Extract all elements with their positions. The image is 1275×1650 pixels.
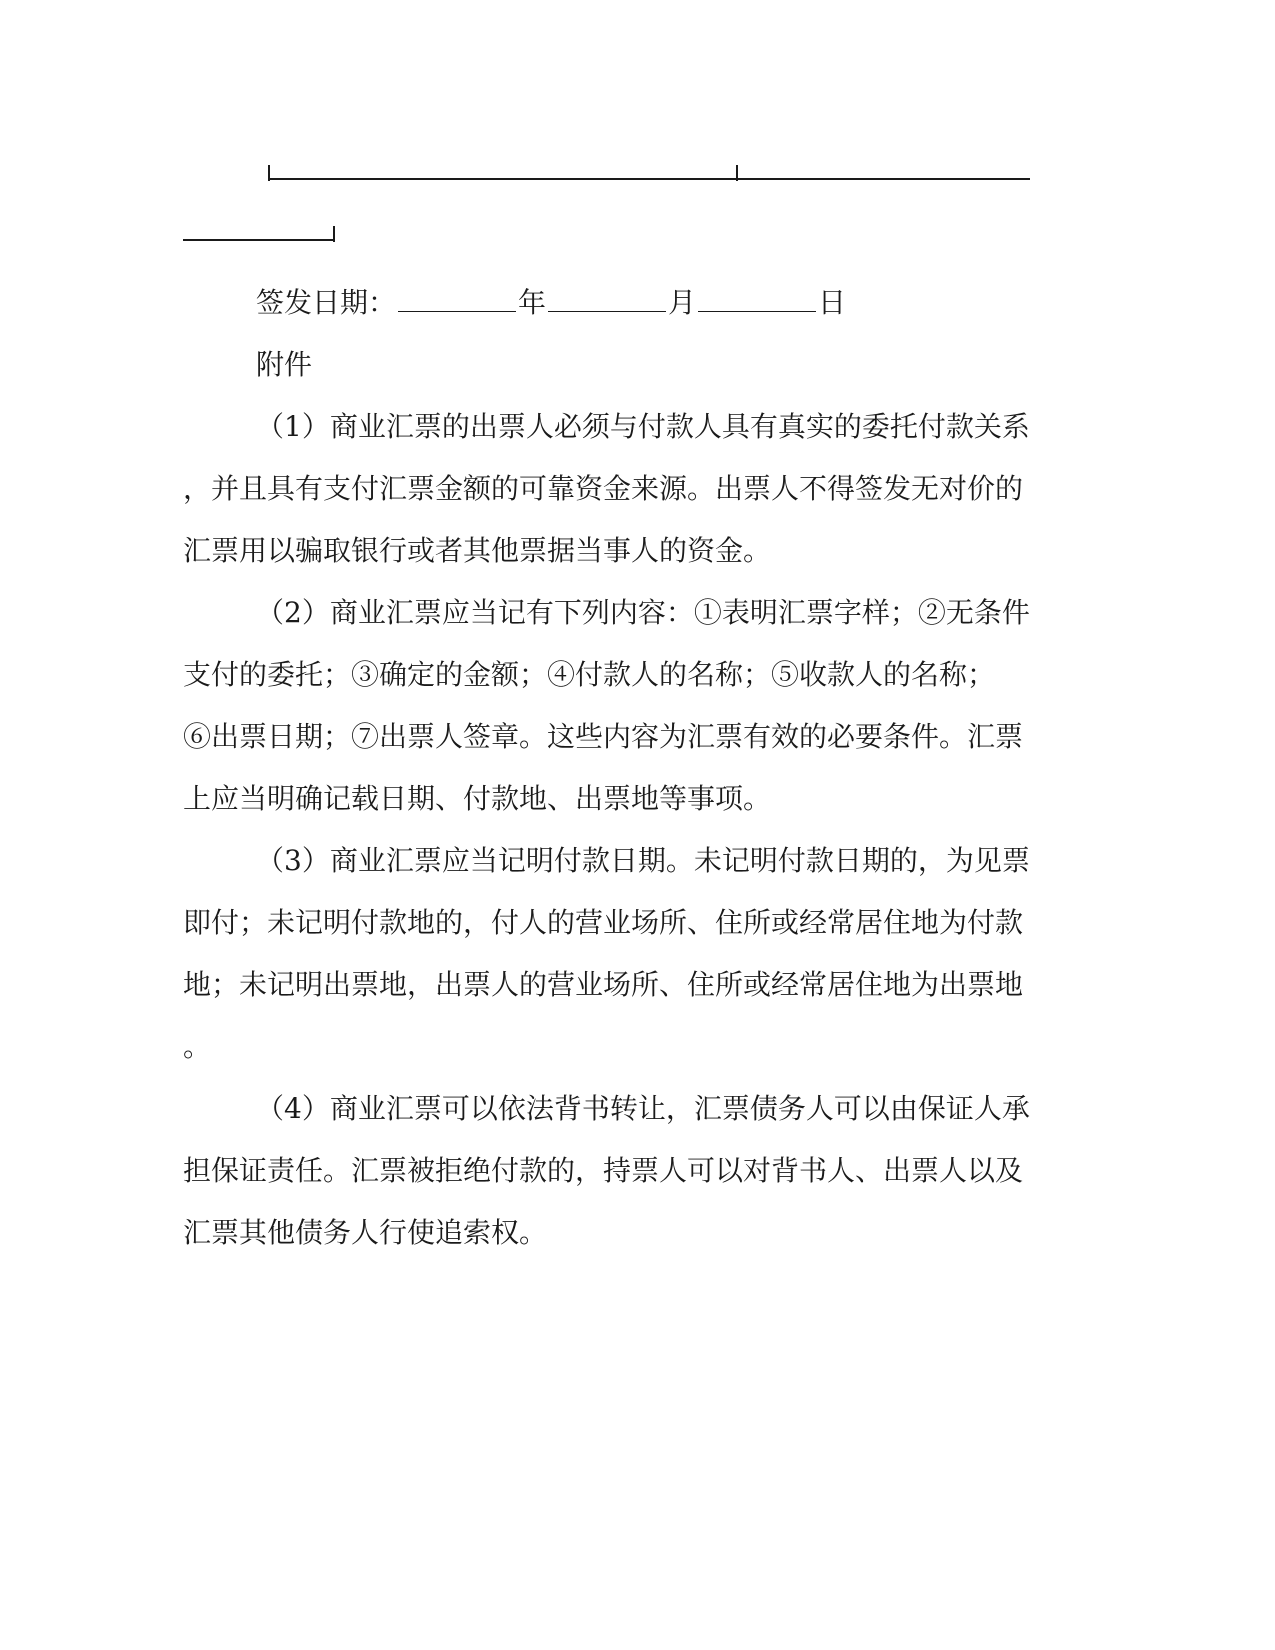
attachment-heading: 附件 [256, 348, 313, 381]
paragraph-line: 即付；未记明付款地的，付人的营业场所、住所或经常居住地为付款 [183, 906, 1024, 939]
frame-tick-right [333, 226, 335, 242]
paragraph-line: 汇票用以骗取银行或者其他票据当事人的资金。 [183, 534, 772, 567]
issue-date-label: 签发日期： [256, 286, 397, 319]
frame-line-bottom [183, 239, 335, 241]
year-label: 年 [518, 286, 547, 319]
paragraph-line: （1）商业汇票的出票人必须与付款人具有真实的委托付款关系 [256, 410, 1030, 443]
month-blank [548, 285, 666, 312]
paragraph-line: 。 [183, 1030, 212, 1063]
day-blank [698, 285, 816, 312]
frame-line-top-a [268, 178, 738, 180]
paragraph-line: ⑥出票日期；⑦出票人签章。这些内容为汇票有效的必要条件。汇票 [183, 720, 1024, 753]
day-label: 日 [818, 286, 847, 319]
paragraph-line: 地；未记明出票地，出票人的营业场所、住所或经常居住地为出票地 [183, 968, 1024, 1001]
paragraph-line: （4）商业汇票可以依法背书转让，汇票债务人可以由保证人承 [256, 1092, 1030, 1125]
issue-date-line [256, 283, 846, 323]
paragraph-line: （2）商业汇票应当记有下列内容：①表明汇票字样；②无条件 [256, 596, 1030, 629]
paragraph-line: 上应当明确记载日期、付款地、出票地等事项。 [183, 782, 772, 815]
paragraph-line: 支付的委托；③确定的金额；④付款人的名称；⑤收款人的名称； [183, 658, 996, 691]
paragraph-line: （3）商业汇票应当记明付款日期。未记明付款日期的，为见票 [256, 844, 1030, 877]
year-blank [398, 285, 516, 312]
frame-line-top-b [738, 178, 1030, 180]
month-label: 月 [668, 286, 697, 319]
paragraph-line: ，并且具有支付汇票金额的可靠资金来源。出票人不得签发无对价的 [183, 472, 1024, 505]
paragraph-line: 汇票其他债务人行使追索权。 [183, 1216, 548, 1249]
paragraph-line: 担保证责任。汇票被拒绝付款的，持票人可以对背书人、出票人以及 [183, 1154, 1024, 1187]
